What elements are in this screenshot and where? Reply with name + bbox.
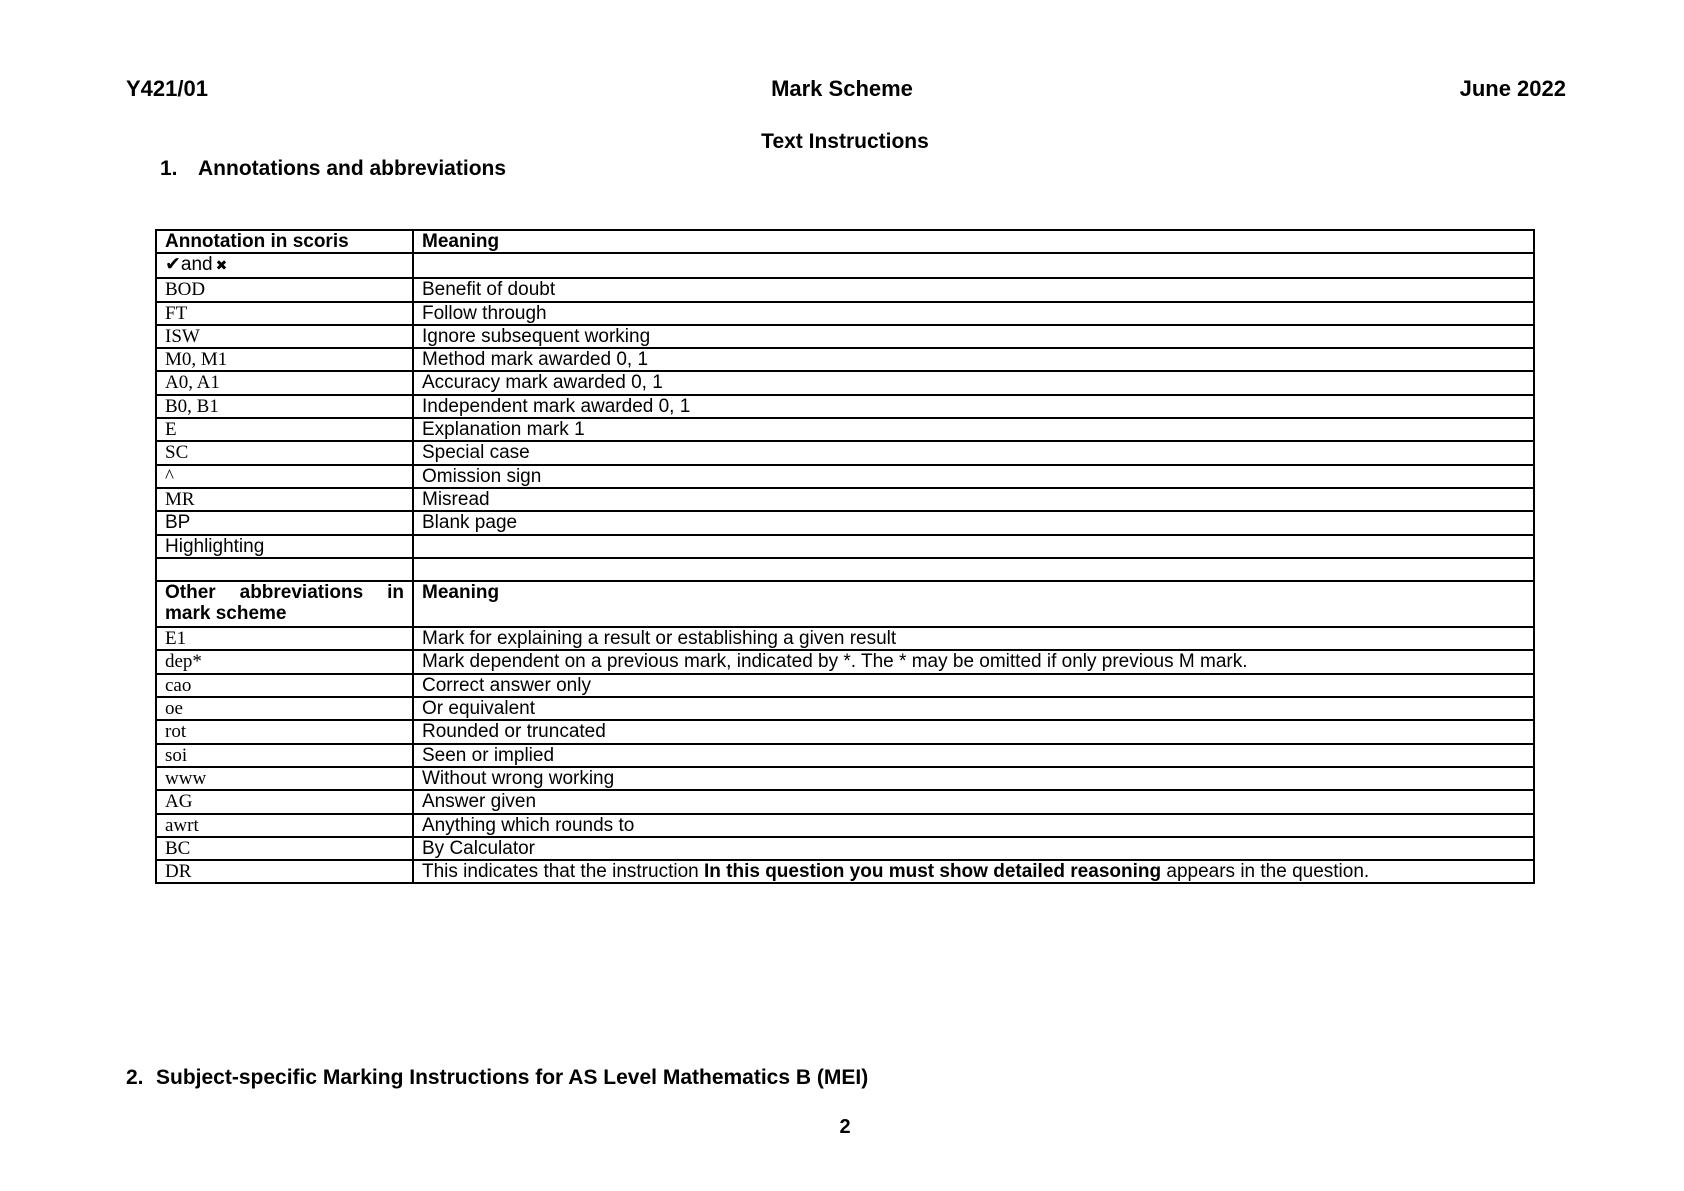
table-row [156,814,1534,837]
code-cell: MR [156,488,413,511]
meaning-cell: Special case [413,441,1534,464]
meaning-cell: Or equivalent [413,697,1534,720]
table-row [156,767,1534,790]
code-cell: ISW [156,325,413,348]
spacer-row [156,558,1534,581]
meaning-cell: Method mark awarded 0, 1 [413,348,1534,371]
cross-icon: ✖ [215,258,228,275]
code-cell: E1 [156,627,413,650]
code-cell: soi [156,744,413,767]
page-number: 2 [839,1116,851,1138]
code-cell: AG [156,790,413,813]
table-row [156,418,1534,441]
code-cell: SC [156,441,413,464]
empty-cell [413,253,1534,278]
table-row [156,348,1534,371]
header-other-abbreviations [156,581,413,627]
table-row [156,535,1534,558]
dr-meaning-bold: In this question you must show detailed reasoning [703,861,1162,883]
meaning-cell: Misread [413,488,1534,511]
code-cell: oe [156,697,413,720]
meaning-cell [413,535,1534,558]
section-1-title: Annotations and abbreviations [198,157,507,180]
meaning-cell: Mark for explaining a result or establishing a given result [413,627,1534,650]
table-row [156,511,1534,534]
code-cell: DR [156,860,413,883]
meaning-cell: Anything which rounds to [413,814,1534,837]
code-cell: BOD [156,278,413,301]
header-date: June 2022 [1459,76,1566,101]
table-row [156,697,1534,720]
table-row [156,790,1534,813]
meaning-cell: Seen or implied [413,744,1534,767]
section-2-title: Subject-specific Marking Instructions for AS Level Mathematics B (MEI) [156,1066,869,1089]
dr-meaning-pre: This indicates that the instruction [422,861,704,883]
code-cell: cao [156,674,413,697]
dr-meaning-post: appears in the question. [1161,861,1370,883]
table-row [156,278,1534,301]
meaning-cell: Ignore subsequent working [413,325,1534,348]
code-cell: E [156,418,413,441]
table-row [156,441,1534,464]
section-2-number: 2. [126,1066,144,1089]
code-cell: FT [156,302,413,325]
table-row [156,395,1534,418]
meaning-cell [413,860,1534,883]
table-row [156,650,1534,673]
meaning-cell: Accuracy mark awarded 0, 1 [413,371,1534,394]
tick-cross-label: and [180,254,213,276]
table-row [156,325,1534,348]
meaning-cell: Correct answer only [413,674,1534,697]
code-cell: A0, A1 [156,371,413,394]
meaning-cell: Without wrong working [413,767,1534,790]
meaning-cell: Follow through [413,302,1534,325]
table-row [156,488,1534,511]
header-title: Mark Scheme [771,76,913,101]
section-1-heading [160,157,506,181]
header-meaning-2: Meaning [413,581,1534,627]
table-row [156,465,1534,488]
code-cell: www [156,767,413,790]
code-cell: rot [156,720,413,743]
table-row [156,720,1534,743]
table-row [156,371,1534,394]
table-row [156,674,1534,697]
code-cell: Highlighting [156,535,413,558]
table-row [156,253,1534,278]
code-cell: awrt [156,814,413,837]
table-subheader-row [156,581,1534,627]
code-cell: B0, B1 [156,395,413,418]
empty-cell [413,558,1534,581]
meaning-cell: Blank page [413,511,1534,534]
tick-cross-cell [156,253,413,278]
table-header-row [156,230,1534,253]
meaning-cell: Benefit of doubt [413,278,1534,301]
meaning-cell: Explanation mark 1 [413,418,1534,441]
code-cell: BP [156,511,413,534]
annotations-table [155,229,1535,884]
meaning-cell: Rounded or truncated [413,720,1534,743]
meaning-cell: By Calculator [413,837,1534,860]
section-2-heading [126,1066,868,1090]
code-cell: ^ [156,465,413,488]
empty-cell [156,558,413,581]
table-row [156,744,1534,767]
table-row [156,837,1534,860]
table-row [156,860,1534,883]
table-row [156,627,1534,650]
header-annotation: Annotation in scoris [156,230,413,253]
code-cell: M0, M1 [156,348,413,371]
code-cell: BC [156,837,413,860]
section-1-number: 1. [160,157,178,180]
meaning-cell: Answer given [413,790,1534,813]
section-title: Text Instructions [761,130,929,153]
code-cell: dep* [156,650,413,673]
header-paper-code: Y421/01 [126,76,208,101]
table-row [156,302,1534,325]
meaning-cell: Omission sign [413,465,1534,488]
tick-icon: ✔ [165,253,181,276]
header-meaning: Meaning [413,230,1534,253]
meaning-cell: Independent mark awarded 0, 1 [413,395,1534,418]
header-other-abbreviations-text: Other abbreviations in mark scheme [165,582,404,625]
meaning-cell: Mark dependent on a previous mark, indicated by *. The * may be omitted if only previous M mark. [413,650,1534,673]
